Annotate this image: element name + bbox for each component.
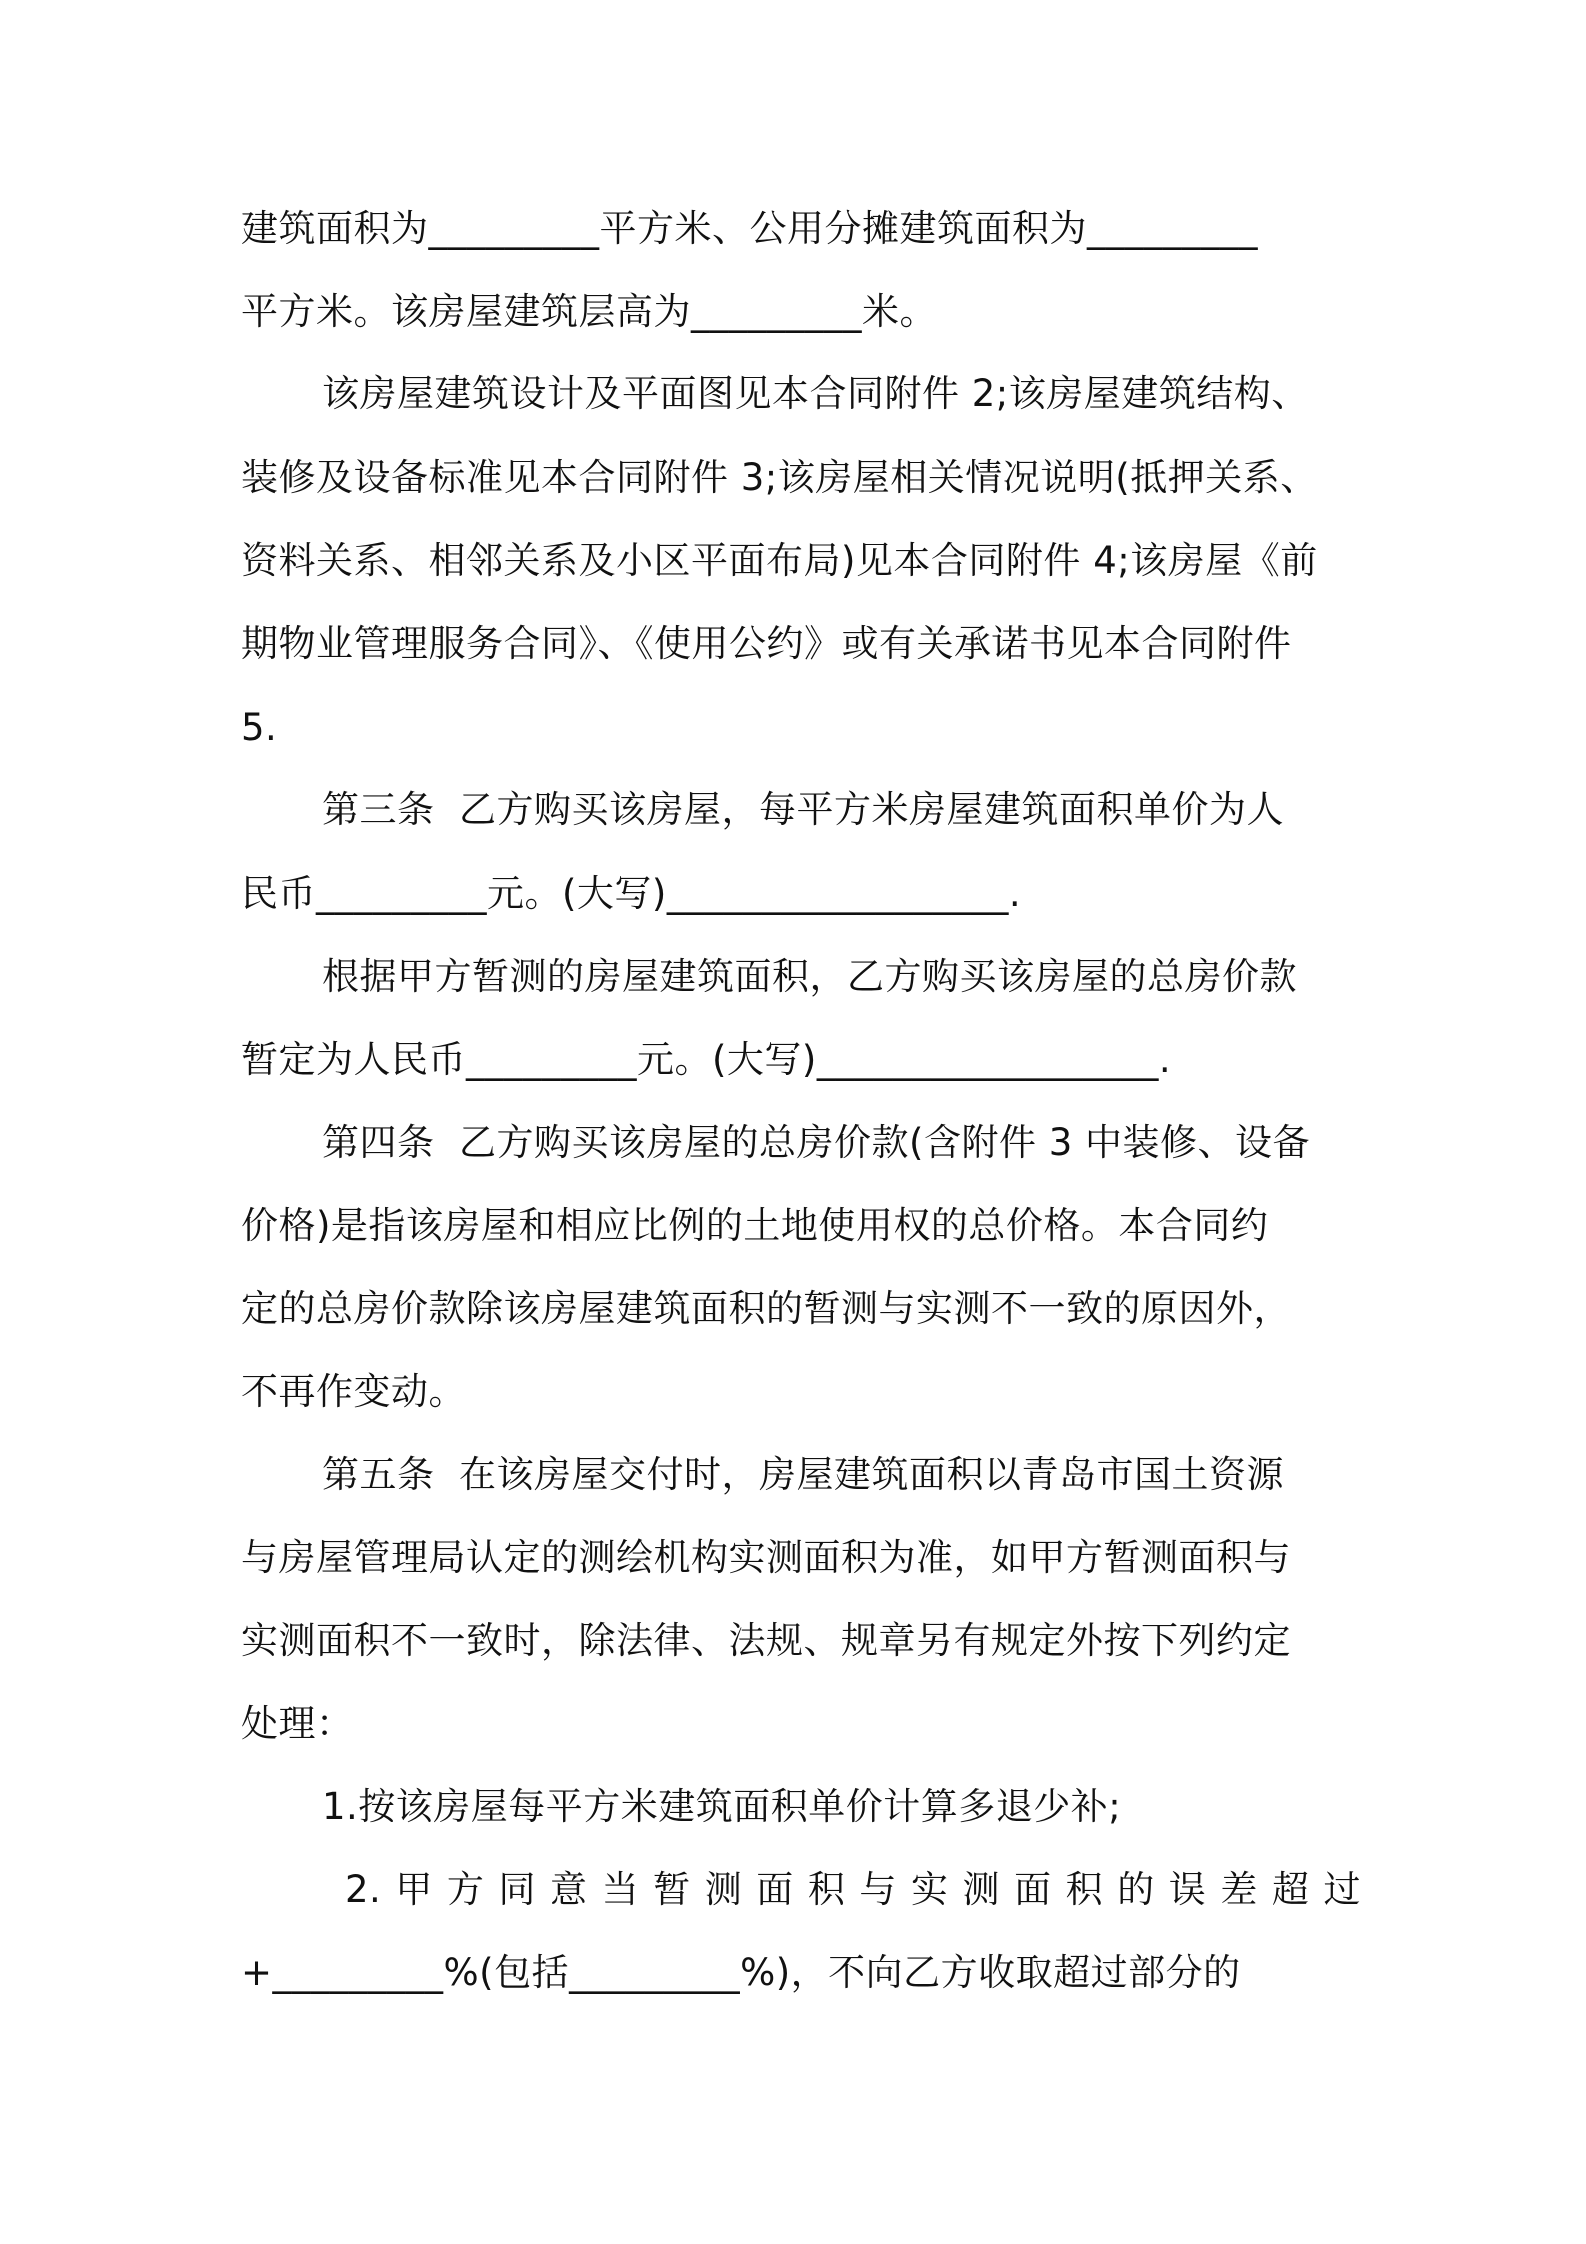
text-line-2: 平方米。该房屋建筑层高为_________米。 (241, 290, 937, 333)
text-line-18: 实测面积不一致时，除法律、法规、规章另有规定外按下列约定 (241, 1619, 1291, 1662)
text-line-21: 2.甲方同意当暂测面积与实测面积的误差超过 (345, 1868, 1361, 1911)
text-line-19: 处理： (241, 1702, 354, 1745)
text-line-5: 资料关系、相邻关系及小区平面布局)见本合同附件 4;该房屋《前 (241, 539, 1318, 582)
text-line-4: 装修及设备标准见本合同附件 3;该房屋相关情况说明(抵押关系、 (241, 456, 1318, 499)
text-line-16: 第五条 在该房屋交付时，房屋建筑面积以青岛市国土资源 (322, 1453, 1285, 1496)
text-line-11: 暂定为人民币_________元。(大写)__________________. (241, 1038, 1172, 1081)
text-line-7: 5. (241, 706, 278, 749)
text-line-12: 第四条 乙方购买该房屋的总房价款(含附件 3 中装修、设备 (322, 1121, 1311, 1164)
text-line-20: 1.按该房屋每平方米建筑面积单价计算多退少补; (322, 1785, 1122, 1828)
text-line-9: 民币_________元。(大写)__________________. (241, 872, 1022, 915)
text-line-6: 期物业管理服务合同》、《使用公约》或有关承诺书见本合同附件 (241, 622, 1292, 665)
text-line-22: +_________%(包括_________%)，不向乙方收取超过部分的 (241, 1951, 1241, 1994)
text-line-15: 不再作变动。 (241, 1370, 466, 1413)
text-line-8: 第三条 乙方购买该房屋，每平方米房屋建筑面积单价为人 (322, 788, 1285, 831)
text-line-13: 价格)是指该房屋和相应比例的土地使用权的总价格。本合同约 (241, 1204, 1269, 1247)
text-line-3: 该房屋建筑设计及平面图见本合同附件 2;该房屋建筑结构、 (322, 372, 1309, 415)
text-line-1: 建筑面积为_________平方米、公用分摊建筑面积为_________ (241, 207, 1258, 250)
text-line-17: 与房屋管理局认定的测绘机构实测面积为准，如甲方暂测面积与 (241, 1536, 1291, 1579)
text-line-10: 根据甲方暂测的房屋建筑面积，乙方购买该房屋的总房价款 (322, 955, 1297, 998)
text-line-14: 定的总房价款除该房屋建筑面积的暂测与实测不一致的原因外， (241, 1287, 1291, 1330)
